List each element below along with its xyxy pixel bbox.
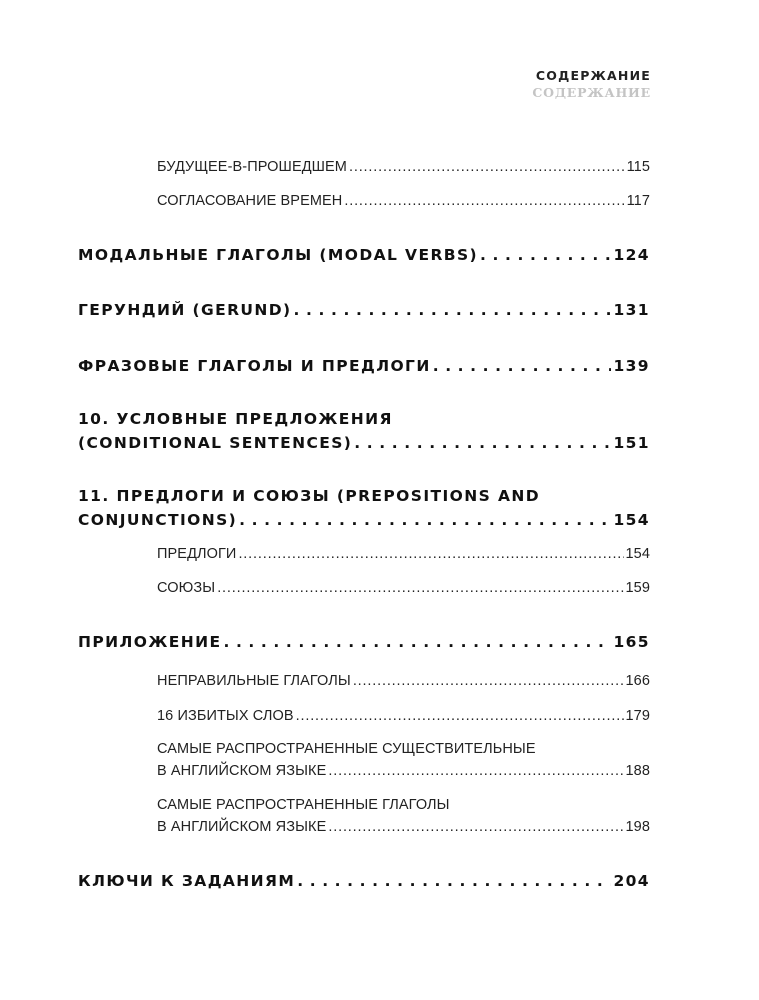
toc-leader-dots [328, 760, 623, 782]
toc-leader-dots [354, 431, 611, 455]
toc-entry-title-line1: 10. УСЛОВНЫЕ ПРЕДЛОЖЕНИЯ [78, 410, 393, 428]
toc-leader-dots [344, 190, 624, 212]
toc-leader-dots [349, 156, 625, 178]
toc-entry-title: ФРАЗОВЫЕ ГЛАГОЛЫ И ПРЕДЛОГИ [78, 357, 431, 375]
toc-entry-title: СОЮЗЫ [157, 580, 216, 596]
toc-entry-title: CONJUNCTIONS) [78, 511, 238, 529]
toc-leader-dots [294, 298, 612, 322]
toc-entry-title: (CONDITIONAL SENTENCES) [78, 434, 353, 452]
toc-leader-dots [296, 705, 624, 727]
toc-entry-common-nouns[interactable] [157, 738, 650, 782]
toc-entry-conditional-sentences[interactable] [78, 407, 650, 455]
toc-entry-title-line1: САМЫЕ РАСПРОСТРАНЕННЫЕ ГЛАГОЛЫ [157, 797, 450, 813]
toc-page-number: 154 [625, 546, 650, 562]
toc-entry-common-verbs[interactable] [157, 794, 650, 838]
toc-leader-dots [433, 354, 612, 378]
toc-entry-title-line1: САМЫЕ РАСПРОСТРАНЕННЫЕ СУЩЕСТВИТЕЛЬНЫЕ [157, 741, 536, 757]
toc-page-number: 165 [613, 633, 650, 651]
toc-entry-title: МОДАЛЬНЫЕ ГЛАГОЛЫ (MODAL VERBS) [78, 246, 479, 264]
running-header [532, 68, 651, 100]
toc-entry-gerund[interactable] [78, 298, 650, 322]
toc-page-number: 151 [613, 434, 650, 452]
toc-page-number: 154 [613, 511, 650, 529]
toc-entry-title: НЕПРАВИЛЬНЫЕ ГЛАГОЛЫ [157, 673, 351, 689]
toc-leader-dots [223, 630, 611, 654]
toc-leader-dots [353, 670, 624, 692]
toc-leader-dots [297, 869, 611, 893]
toc-entry-16-cliche-words[interactable] [157, 705, 650, 727]
toc-page-number: 124 [613, 246, 650, 264]
toc-entry-title-line1: 11. ПРЕДЛОГИ И СОЮЗЫ (PREPOSITIONS AND [78, 487, 540, 505]
toc-leader-dots [238, 543, 623, 565]
page-header-title: СОДЕРЖАНИЕ [535, 68, 651, 83]
toc-entry-appendix[interactable] [78, 630, 650, 654]
toc-entry-conjunctions[interactable] [157, 577, 650, 599]
page-header-ghost-title: СОДЕРЖАНИЕ [532, 85, 651, 100]
toc-entry-modal-verbs[interactable] [78, 243, 650, 267]
toc-page-number: 139 [613, 357, 650, 375]
toc-entry-prepositions-and-conjunctions[interactable] [78, 484, 650, 532]
toc-page-number: 204 [613, 872, 650, 890]
toc-leader-dots [239, 508, 611, 532]
toc-entry-title: ПРЕДЛОГИ [157, 546, 237, 562]
toc-entry-phrasal-verbs[interactable] [78, 354, 650, 378]
toc-page-number: 159 [625, 580, 650, 596]
toc-leader-dots [328, 816, 623, 838]
toc-entry-title: ПРИЛОЖЕНИЕ [78, 633, 222, 651]
toc-entry-answer-keys[interactable] [78, 869, 650, 893]
toc-page-number: 166 [625, 673, 650, 689]
toc-entry-sequence-of-tenses[interactable] [157, 190, 650, 212]
toc-page-number: 188 [625, 763, 650, 779]
toc-leader-dots [217, 577, 623, 599]
toc-entry-title: 16 ИЗБИТЫХ СЛОВ [157, 708, 294, 724]
toc-entry-title: ГЕРУНДИЙ (GERUND) [78, 301, 292, 319]
toc-entry-irregular-verbs[interactable] [157, 670, 650, 692]
toc-entry-title: КЛЮЧИ К ЗАДАНИЯМ [78, 872, 296, 890]
toc-page-number: 131 [613, 301, 650, 319]
toc-page-number: 179 [625, 708, 650, 724]
toc-page-number: 117 [626, 193, 650, 209]
toc-entry-title: СОГЛАСОВАНИЕ ВРЕМЕН [157, 193, 343, 209]
toc-page-number: 198 [625, 819, 650, 835]
toc-entry-title: В АНГЛИЙСКОМ ЯЗЫКЕ [157, 763, 327, 779]
toc-entry-title: БУДУЩЕЕ-В-ПРОШЕДШЕМ [157, 159, 347, 175]
toc-page-number: 115 [626, 159, 650, 175]
toc-entry-prepositions[interactable] [157, 543, 650, 565]
toc-entry-future-in-past[interactable] [157, 156, 650, 178]
toc-entry-title: В АНГЛИЙСКОМ ЯЗЫКЕ [157, 819, 327, 835]
toc-leader-dots [480, 243, 611, 267]
